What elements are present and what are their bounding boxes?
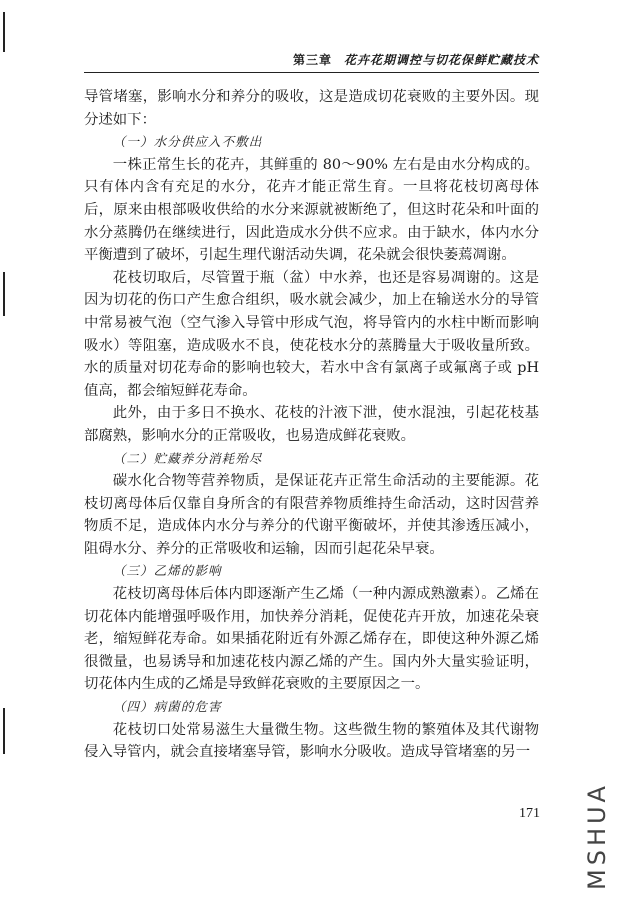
page-number: 171 xyxy=(519,806,540,821)
section-heading: （三）乙烯的影响 xyxy=(112,563,222,579)
section-heading: （四）病菌的危害 xyxy=(112,699,222,715)
scan-edge-mark xyxy=(3,12,5,52)
page-body xyxy=(84,86,539,764)
paragraph: 花枝切离母体后体内即逐渐产生乙烯（一种内源成熟激素）。乙烯在切花体内能增强呼吸作用，加快养分消耗，促使花卉开放，加速花朵衰老，缩短鲜花寿命。如果插花附近有外源乙烯存在，即使这种外源乙烯很微量，也易诱导和加速花枝内源乙烯的产生。国内外大量实验证明，切花体内生成的乙烯是导致鲜花衰败的主要原因之一。 xyxy=(84,586,539,693)
paragraph: 一株正常生长的花卉，其鲜重的 80～90% 左右是由水分构成的。只有体内含有充足的水分，花卉才能正常生育。一旦将花枝切离母体后，原来由根部吸收供给的水分来源就被断绝了，但这时花朵和叶面的水分蒸腾仍在继续进行，因此造成水分供不应求。由于缺水，体内水分平衡遭到了破坏，引起生理代谢活动失调，花朵就会很快萎蔫凋谢。 xyxy=(84,156,539,264)
scan-edge-mark xyxy=(3,272,5,316)
chapter-title: 花卉花期调控与切花保鲜贮藏技术 xyxy=(343,53,539,67)
paragraph: 碳水化合物等营养物质，是保证花卉正常生命活动的主要能源。花枝切离母体后仅靠自身所含的有限营养物质维持生命活动，这时因营养物质不足，造成体内水分与养分的代谢平衡破坏，并使其渗透压减小，阻碍水分、养分的正常吸收和运输，因而引起花朵早衰。 xyxy=(84,473,539,557)
watermark-logo: MSHUA xyxy=(583,782,611,890)
paragraph: 导管堵塞，影响水分和养分的吸收，这是造成切花衰败的主要外因。现分述如下： xyxy=(84,89,539,128)
section-heading: （一）水分供应入不敷出 xyxy=(112,134,263,150)
scan-edge-mark xyxy=(3,708,5,754)
section-heading: （二）贮藏养分消耗殆尽 xyxy=(112,450,263,466)
chapter-label: 第三章 xyxy=(292,53,332,67)
paragraph: 花枝切取后，尽管置于瓶（盆）中水养，也还是容易凋谢的。这是因为切花的伤口产生愈合组织，吸水就会减少，加上在输送水分的导管中常易被气泡（空气渗入导管中形成气泡，将导管内的水柱中断而影响吸水）等阻塞，造成吸水不良，使花枝水分的蒸腾量大于吸收量所致。水的质量对切花寿命的影响也较大，若水中含有氯离子或氟离子或 pH 值高，都会缩短鲜花寿命。 xyxy=(84,269,539,399)
paragraph: 此外，由于多日不换水、花枝的汁液下泄，使水混浊，引起花枝基部腐熟，影响水分的正常吸收，也易造成鲜花衰败。 xyxy=(84,405,539,444)
running-header xyxy=(84,52,539,73)
paragraph: 花枝切口处常易滋生大量微生物。这些微生物的繁殖体及其代谢物侵入导管内，就会直接堵塞导管，影响水分吸收。造成导管堵塞的另一 xyxy=(84,721,539,761)
